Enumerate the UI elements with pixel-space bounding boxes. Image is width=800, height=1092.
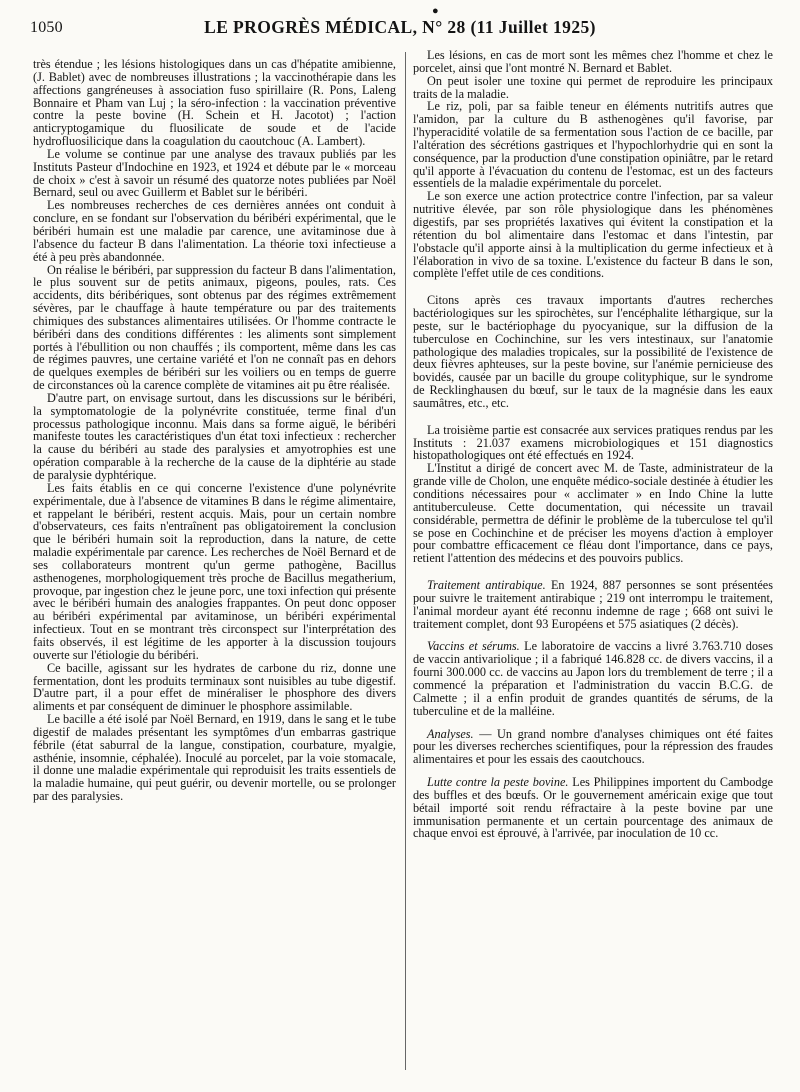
paragraph-text: Le son exerce une action protectrice contre l'infection, par sa valeur nutritive élevée, par son rôle physiologique dans les phénomènes digestifs, par ses propriétés laxatives qui évitent la constipation et la rétention du bol alimentaire dans l'estomac et dans l'intestin, par l'obstacle qu'il apporte ainsi à la multiplication du germe infectieux et à l'élaboration in vivo de sa toxine. L'existence du facteur B dans le son, complète l'effet utile de ces conditions. (413, 189, 773, 281)
paragraph-text: — Un grand nombre d'analyses chimiques ont été faites pour les diverses recherches scientifiques, pour la répression des fraudes alimentaires et pour les essais des caoutchoucs. (413, 726, 773, 767)
paragraph-text: En 1924, 887 personnes se sont présentées pour suivre le traitement antirabique ; 219 ont interrompu le traitement, l'animal mordeur ayant été reconnu indemne de rage ; 668 ont suivi le traitement complet, dont 93 Européens et 575 asiatiques (2 décès). (413, 578, 773, 631)
paragraph-text: Le riz, poli, par sa faible teneur en éléments nutritifs autres que l'amidon, par la culture du B asthenogènes qu'il favorise, par l'hyperacidité volatile de sa fermentation sous l'action de ce bacille, par l'altération des sécrétions gastriques et l'hypochlorhydrie qui en sont la conséquence, par la production d'une constipation opiniâtre, par le retard qu'il apporte à l'évacuation du contenu de l'estomac, est un des facteurs essentiels de la maladie expérimentale du porcelet. (413, 99, 773, 191)
paragraph (413, 462, 773, 565)
section-lead: Lutte contre la peste bovine. (427, 775, 569, 790)
paragraph-text: D'autre part, on envisage surtout, dans les discussions sur le béribéri, la symptomatologie de la polynévrite constituée, terme final d'un processus pathologique inconnu. Mais dans sa forme aiguë, le béribéri manifeste toutes les caractéristiques d'un état toxi infectieux : rechercher la cause du béribéri au stade des paralysies et amyotrophies est une opération comparable à la recherche de la cause de la diphtérie au stade de paralysie dyphtérique. (33, 390, 396, 482)
paragraph (413, 640, 773, 717)
paragraph (413, 49, 773, 75)
paragraph-text: Le laboratoire de vaccins a livré 3.763.710 doses de vaccin antivariolique ; il a fabriqué 146.828 cc. de divers vaccins, il a fourni 300.000 cc. de vaccins au Japon lors du tremblement de terre ; il a commencé la préparation et l'administration du vaccin B.C.G. de Calmette ; il a enfin produit de grandes quantités de sérums, de la tuberculine et de la malléine. (413, 639, 773, 718)
paragraph (413, 579, 773, 630)
paragraph-text: Les lésions, en cas de mort sont les mêmes chez l'homme et chez le porcelet, ainsi que l'ont montré N. Bernard et Bablet. (413, 48, 773, 75)
paragraph-text: Les Philippines importent du Cambodge des buffles et des bœufs. Or le gouvernement américain exige que tout bétail importé soit rendu réfractaire à la peste bovine par une immunisation permanente et un certain pourcentage des animaux de chaque envoi est éprouvé, à l'arrivée, par inoculation de 10 cc. (413, 775, 774, 841)
section-lead: Vaccins et sérums. (427, 639, 520, 654)
paragraph (413, 728, 773, 767)
page-number: 1050 (30, 19, 63, 36)
header-mark: ● (432, 5, 439, 17)
paragraph (33, 58, 396, 148)
paragraph (413, 190, 773, 280)
paragraph-text: Les nombreuses recherches de ces dernières années ont conduit à conclure, en se fondant sur l'observation du béribéri expérimental, que le béribéri humain est une maladie par carence, une avitaminose due à l'absence du facteur B dans l'alimentation. La théorie toxi infectieuse a été à peu près abandonnée. (33, 198, 396, 264)
paragraph-text: Les faits établis en ce qui concerne l'existence d'une polynévrite expérimentale, due à l'absence de vitamines B dans le régime alimentaire, et rappelant le béribéri, restent acquis. Mais, pour un certain nombre d'observateurs, ces faits n'entraînent pas obligatoirement la conclusion que le béribéri humain soit la reproduction, dans la nature, de cette maladie expérimentale par carence. Les recherches de Noël Bernard et de ses collaborateurs montrent qu'un germe pathogène, Bacillus asthenogenes, morphologiquement très proche de Bacillus megatherium, provoque, par ingestion chez le jeune porc, une toxi infection qui présente avec le béribéri humain des analogies frappantes. On peut donc opposer au béribéri expérimental par avitaminose, un béribéri expérimental infectieux. Tout en se montrant très circonspect sur l'interprétation des faits observés, il est légitime de les apporter à la discussion toujours ouverte sur l'étiologie du béribéri. (33, 480, 396, 662)
paragraph-text: L'Institut a dirigé de concert avec M. de Taste, administrateur de la grande ville de Cholon, une enquête médico-sociale destinée à étudier les conditions nécessaires pour « acclimater » en Indo Chine la lutte antituberculeuse. Cette documentation, qui nécessite un travail considérable, permettra de définir le problème de la tuberculose tel qu'il se pose en Cochinchine et de préciser les moyens d'action à employer pour combattre efficacement ce fléau dont l'importance, dans ce pays, retient l'attention des médecins et des pouvoirs publics. (413, 461, 773, 566)
paragraph (413, 75, 773, 101)
paragraph-text: Citons après ces travaux importants d'autres recherches bactériologiques sur les spirochètes, sur l'encéphalite léthargique, sur la peste, sur le bactériophage du pyocyanique, sur la diffusion de la tuberculose en Cochinchine, sur les vers intestinaux, sur l'anatomie pathologique des maladies tropicales, sur la possibilité de l'existence de deux fièvres aphteuses, sur la peste bovine, sur l'anémie pernicieuse des bovidés, causée par un bacille du groupe colityphique, sur le syndrome de Recklinghausen du bœuf, sur le taux de la magnésie dans les eaux saumâtres, etc., etc. (413, 293, 773, 410)
paragraph (33, 713, 396, 803)
paragraph-text: Ce bacille, agissant sur les hydrates de carbone du riz, donne une fermentation, dont les produits terminaux sont nuisibles au tube digestif. D'autre part, il a pour effet de minéraliser le phosphore des divers aliments et par conséquent de diminuer le phosphore assimilable. (33, 660, 396, 714)
section-lead: Analyses. (427, 726, 474, 741)
paragraph (33, 662, 396, 713)
paragraph-text: La troisième partie est consacrée aux services pratiques rendus par les Instituts : 21.037 examens microbiologiques et 151 diagnostics histopathologiques ont été effectués en 1924. (413, 422, 773, 463)
paragraph-gap (413, 280, 773, 294)
section-lead: Traitement antirabique. (427, 578, 546, 593)
paragraph (413, 100, 773, 190)
paragraph (33, 148, 396, 199)
running-header (30, 5, 770, 41)
journal-title: LE PROGRÈS MÉDICAL, N° 28 (11 Juillet 1925) (204, 17, 596, 37)
paragraph (33, 264, 396, 392)
paragraph (33, 482, 396, 662)
paragraph-gap (413, 410, 773, 424)
paragraph-text: Le volume se continue par une analyse des travaux publiés par les Instituts Pasteur d'Indochine en 1923, et 1924 et débute par le « morceau de choix » c'est à savoir un résumé des quatorze notes publiées par Noël Bernard, seul ou avec Guillerm et Bablet sur le béribéri. (33, 146, 396, 200)
left-column (33, 58, 396, 803)
right-column (413, 49, 773, 840)
paragraph-text: On réalise le béribéri, par suppression du facteur B dans l'alimentation, le plus souvent sur de petits animaux, pigeons, poules, rats. Ces accidents, dits béribériques, sont obtenus par des régimes extrêmement sévères, par le chauffage à haute température ou par des traitements chimiques des substances alimentaires utilisées. Or l'homme contracte le béribéri dans des conditions différentes : les aliments sont simplement portés à l'ébullition ou non chauffés ; ils comportent, même dans les cas de régimes pauvres, une certaine variété et l'on ne connaît pas en dehors de quelques exemples de béribéri sur les voiliers ou en temps de guerre de circonstances où la carence complète de vitamines ait pu être réalisée. (33, 262, 396, 393)
paragraph-gap (413, 565, 773, 579)
column-rule (405, 52, 406, 1070)
paragraph-text: Le bacille a été isolé par Noël Bernard, en 1919, dans le sang et le tube digestif de malades présentant les symptômes d'un embarras gastrique fébrile (état saburral de la langue, constipation, courbature, myalgie, asthénie, insomnie, céphalée). Inoculé au porcelet, par la voie stomacale, il donne une maladie expérimentale qui reproduisit les traits essentiels de la maladie humaine, qui peut guérir, ou devenir mortelle, ou se prolonger par des paralysies. (33, 712, 396, 804)
paragraph (33, 199, 396, 263)
paragraph (413, 424, 773, 463)
paragraph-text: très étendue ; les lésions histologiques dans un cas d'hépatite amibienne, (J. Bablet) avec de nombreuses illustrations ; la vaccinothérapie dans les affections gangréneuses à association fuso spirillaire (R. Pons, Laleng Bonnaire et Pham van Luj ; la séro-infection : la vaccination préventive contre la peste bovine (H. Schein et H. Jacotot) ; l'action anticryptogamique du fluosilicate de soude et de l'acide hydrofluosilicique dans la coagulation du caoutchouc (A. Lambert). (33, 57, 396, 149)
paragraph-text: On peut isoler une toxine qui permet de reproduire les principaux traits de la maladie. (413, 73, 773, 101)
paragraph (33, 392, 396, 482)
paragraph (413, 294, 773, 410)
paragraph (413, 776, 773, 840)
